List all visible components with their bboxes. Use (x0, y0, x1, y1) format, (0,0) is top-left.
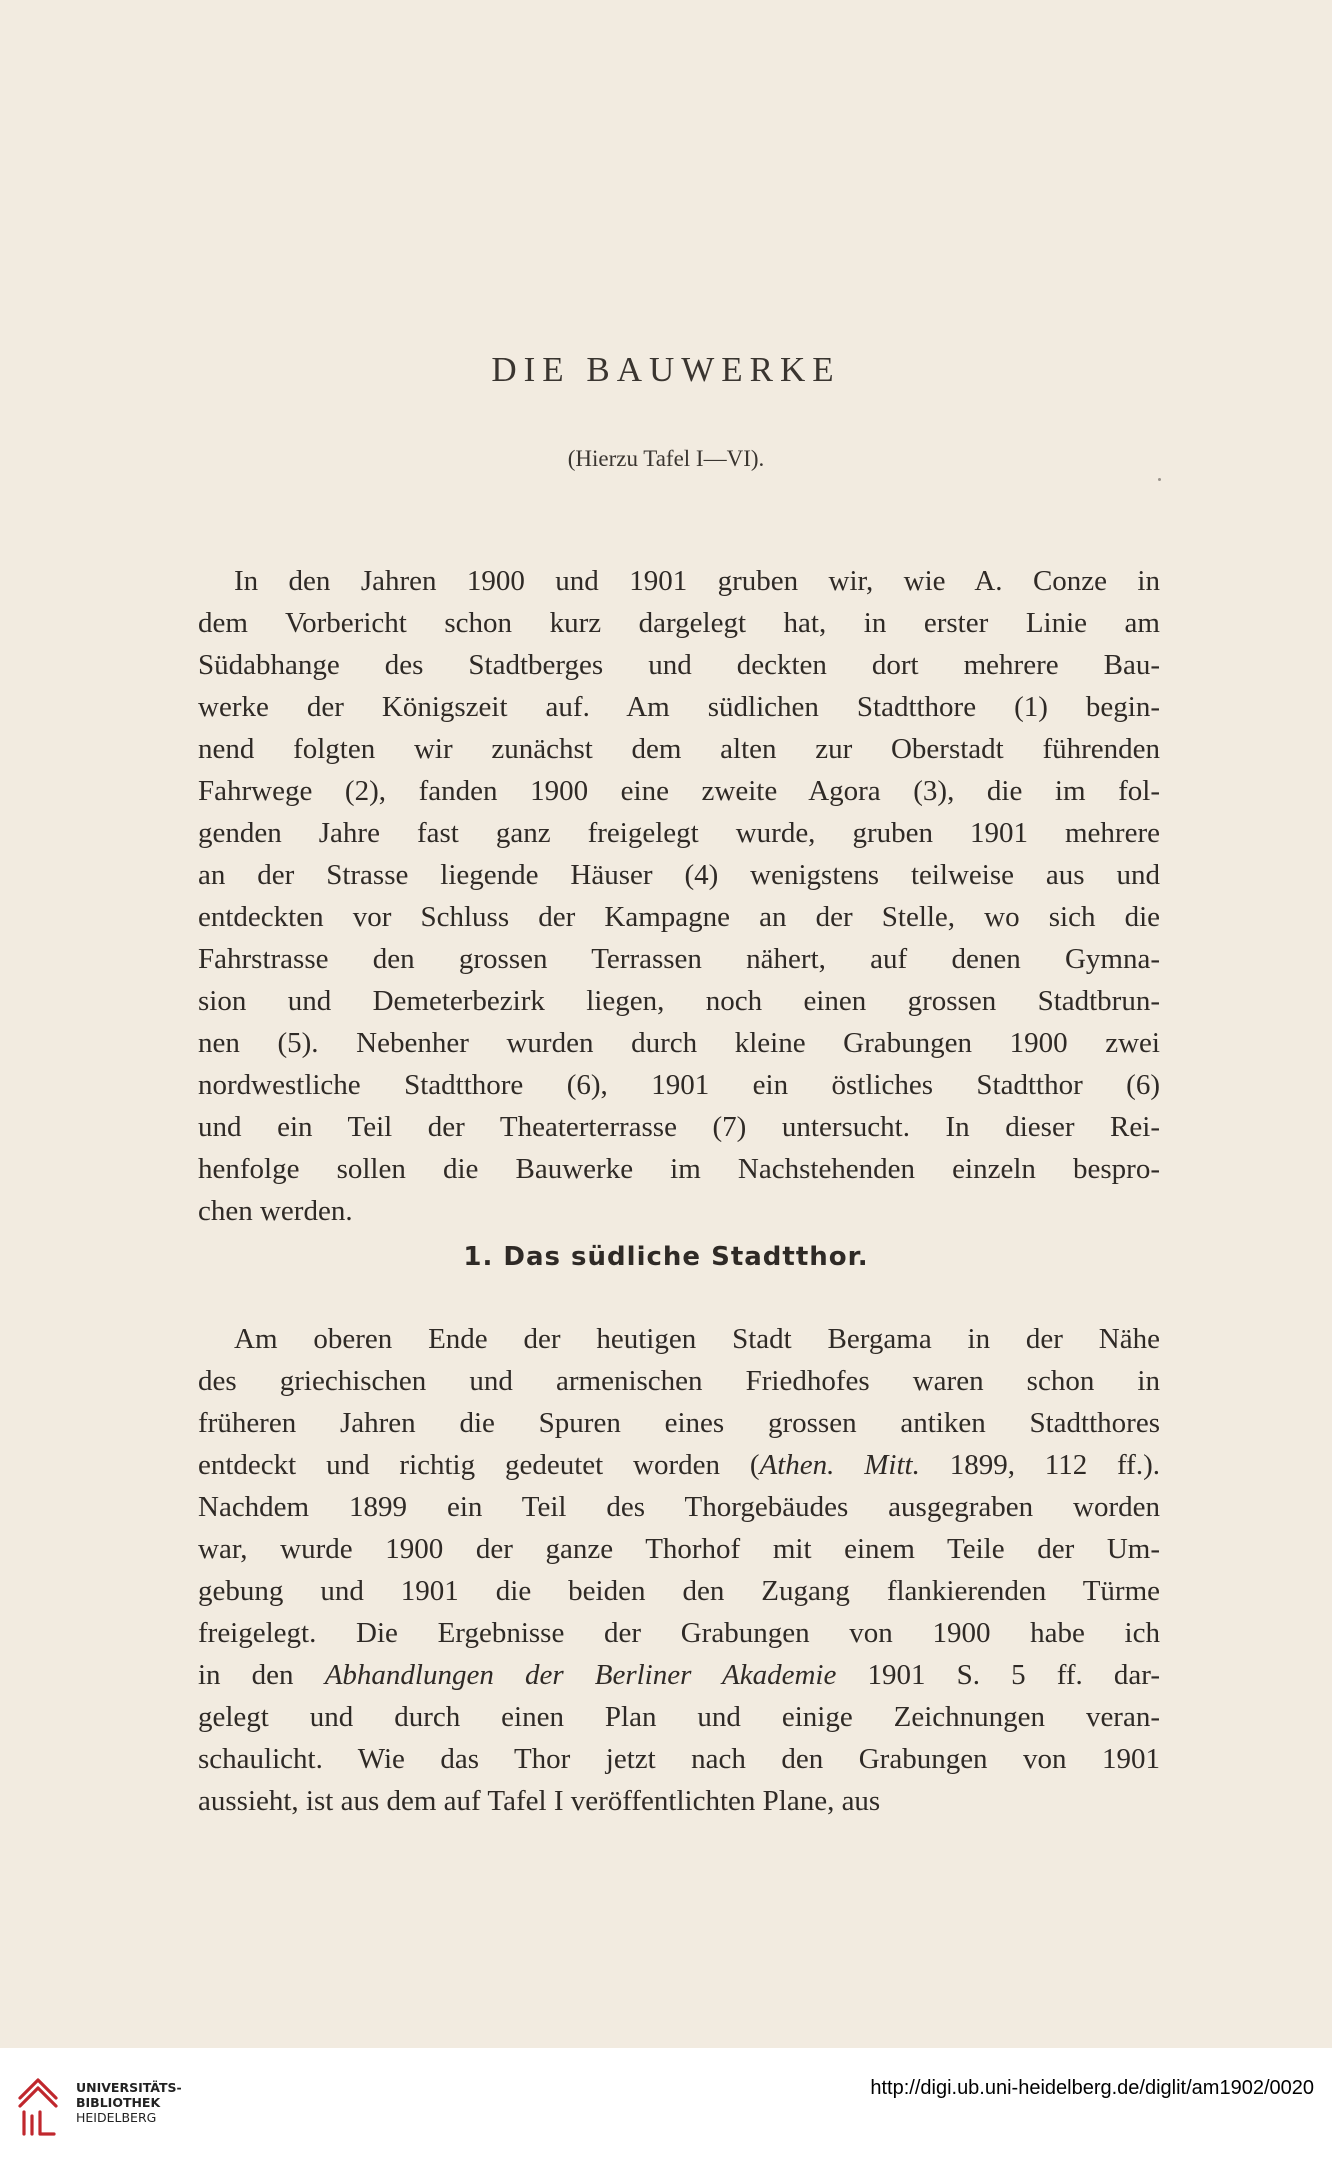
text-line (198, 1106, 1160, 1148)
italic-citation: Athen. Mitt. (759, 1449, 920, 1481)
text-segment: entdeckt und richtig gedeutet worden ( (198, 1449, 760, 1481)
library-logo-icon (14, 2072, 62, 2138)
text-line (198, 1738, 1160, 1780)
text-line (198, 980, 1160, 1022)
text-segment: an der Strasse liegende Häuser (4) wenigstens teilweise aus und (198, 859, 1160, 891)
footer-bar (0, 2048, 1332, 2158)
italic-citation: Abhandlungen der Berliner Akademie (324, 1659, 837, 1691)
text-line (198, 1148, 1160, 1190)
text-line (198, 1612, 1160, 1654)
text-segment: gebung und 1901 die beiden den Zugang flankierenden Türme (198, 1575, 1160, 1607)
text-segment: Südabhange des Stadtberges und deckten dort mehrere Bau- (198, 649, 1160, 681)
text-line (198, 1570, 1160, 1612)
text-line (198, 1190, 1160, 1232)
logo-line-3: HEIDELBERG (76, 2110, 157, 2125)
text-segment: entdeckten vor Schluss der Kampagne an der Stelle, wo sich die (198, 901, 1160, 933)
text-line (198, 1444, 1160, 1486)
text-segment: früheren Jahren die Spuren eines grossen antiken Stadtthores (198, 1407, 1160, 1439)
text-line (198, 1528, 1160, 1570)
text-line (198, 602, 1160, 644)
text-segment: schaulicht. Wie das Thor jetzt nach den Grabungen von 1901 (198, 1743, 1160, 1775)
text-segment: 1901 S. 5 ff. dar- (836, 1659, 1160, 1691)
text-segment: nend folgten wir zunächst dem alten zur Oberstadt führenden (198, 733, 1160, 765)
text-line (198, 1360, 1160, 1402)
text-line (198, 1064, 1160, 1106)
library-logo[interactable] (14, 2068, 182, 2148)
body-paragraph (198, 1318, 1160, 1822)
source-url-link[interactable]: http://digi.ub.uni-heidelberg.de/diglit/am1902/0020 (870, 2077, 1314, 2099)
text-segment: freigelegt. Die Ergebnisse der Grabungen von 1900 habe ich (198, 1617, 1160, 1649)
text-segment: Fahrwege (2), fanden 1900 eine zweite Agora (3), die im fol- (198, 775, 1160, 807)
logo-line-1: UNIVERSITÄTS- (76, 2080, 182, 2095)
text-segment: 1899, 112 ff.). (919, 1449, 1160, 1481)
text-line (198, 686, 1160, 728)
text-line (198, 770, 1160, 812)
text-line (198, 1318, 1160, 1360)
text-line (198, 1022, 1160, 1064)
body-paragraph (198, 560, 1160, 1232)
text-line (198, 812, 1160, 854)
text-segment: chen werden. (198, 1195, 353, 1227)
text-segment: in den (198, 1659, 325, 1691)
text-segment: des griechischen und armenischen Friedhofes waren schon in (198, 1365, 1160, 1397)
text-line (198, 1654, 1160, 1696)
text-segment: gelegt und durch einen Plan und einige Zeichnungen veran- (198, 1701, 1160, 1733)
page-title: DIE BAUWERKE (491, 350, 841, 389)
text-line (198, 1486, 1160, 1528)
text-segment: war, wurde 1900 der ganze Thorhof mit einem Teile der Um- (198, 1533, 1160, 1565)
text-segment: nen (5). Nebenher wurden durch kleine Grabungen 1900 zwei (198, 1027, 1160, 1059)
text-line (198, 896, 1160, 938)
text-segment: aussieht, ist aus dem auf Tafel I veröffentlichten Plane, aus (198, 1785, 881, 1817)
text-segment: und ein Teil der Theaterterrasse (7) untersucht. In dieser Rei- (198, 1111, 1160, 1143)
logo-line-2: BIBLIOTHEK (76, 2095, 161, 2110)
paper-speck (1158, 478, 1161, 481)
text-line (198, 1696, 1160, 1738)
text-line (198, 1780, 1160, 1822)
text-segment: nordwestliche Stadtthore (6), 1901 ein östliches Stadtthor (6) (198, 1069, 1160, 1101)
text-segment: sion und Demeterbezirk liegen, noch einen grossen Stadtbrun- (198, 985, 1160, 1017)
text-segment: werke der Königszeit auf. Am südlichen Stadtthore (1) begin- (198, 691, 1160, 723)
text-line (198, 854, 1160, 896)
text-line (198, 938, 1160, 980)
text-segment: In den Jahren 1900 und 1901 gruben wir, wie A. Conze in (234, 565, 1160, 597)
text-segment: Am oberen Ende der heutigen Stadt Bergama in der Nähe (234, 1323, 1160, 1355)
text-segment: genden Jahre fast ganz freigelegt wurde, gruben 1901 mehrere (198, 817, 1160, 849)
text-line (198, 644, 1160, 686)
text-line (198, 728, 1160, 770)
page-subtitle: (Hierzu Tafel I—VI). (567, 446, 765, 471)
text-segment: dem Vorbericht schon kurz dargelegt hat, in erster Linie am (198, 607, 1160, 639)
text-line (198, 1402, 1160, 1444)
section-number: 1. (463, 1242, 494, 1272)
library-logo-text (76, 2080, 182, 2125)
text-line (198, 560, 1160, 602)
section-heading (0, 1242, 1332, 1272)
section-title: Das südliche Stadtthor. (503, 1242, 869, 1272)
text-segment: henfolge sollen die Bauwerke im Nachstehenden einzeln bespro- (198, 1153, 1160, 1185)
text-segment: Nachdem 1899 ein Teil des Thorgebäudes ausgegraben worden (198, 1491, 1160, 1523)
text-segment: Fahrstrasse den grossen Terrassen nähert, auf denen Gymna- (198, 943, 1160, 975)
